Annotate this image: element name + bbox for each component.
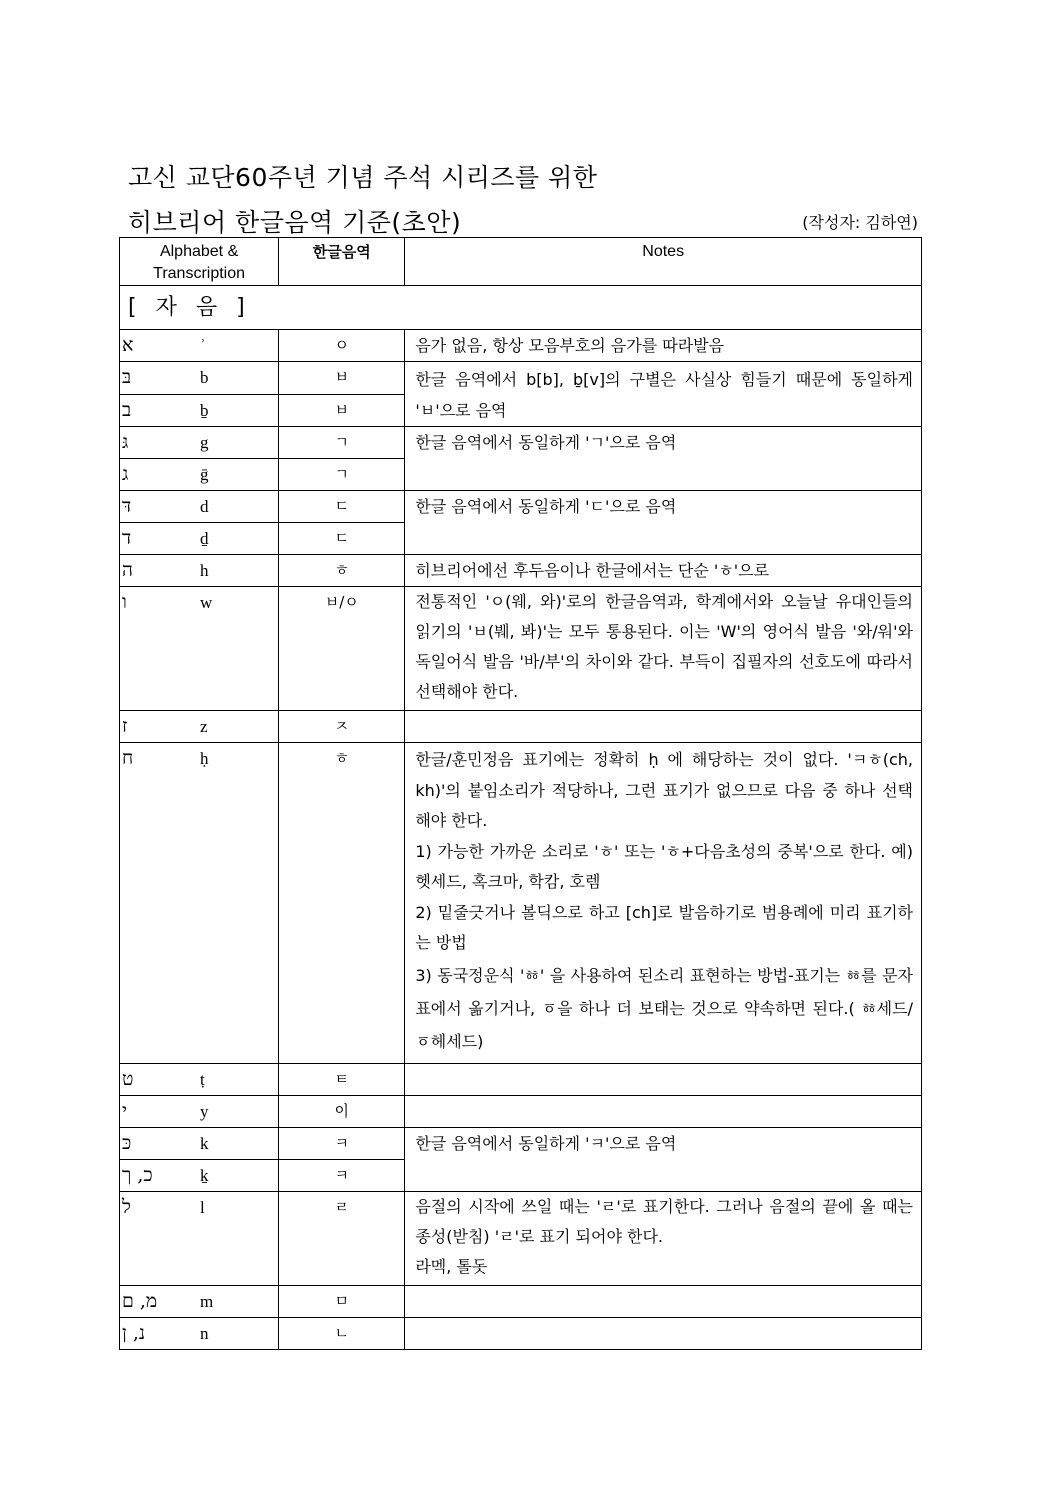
transcription: ḇ — [200, 400, 209, 420]
korean-transliteration: ㄹ — [279, 1192, 405, 1286]
table-row — [120, 711, 922, 743]
table-row — [120, 427, 922, 459]
header-korean: 한글음역 — [279, 238, 405, 286]
table-row — [120, 1192, 922, 1286]
korean-transliteration: ㅇ — [279, 330, 405, 362]
hebrew-letter: כּ — [122, 1132, 132, 1154]
transcription: ḡ — [200, 465, 209, 484]
transcription: z — [200, 717, 208, 736]
hebrew-letter: בּ — [122, 366, 132, 388]
table-row — [120, 330, 922, 362]
transcription: l — [200, 1198, 205, 1217]
page-title-line2: 히브리어 한글음역 기준(초안) — [128, 208, 462, 237]
note — [405, 1286, 922, 1318]
hebrew-letter: דּ — [122, 495, 132, 517]
hebrew-letter: א — [122, 334, 134, 356]
table-row — [120, 555, 922, 587]
page-title-line1: 고신 교단60주년 기념 주석 시리즈를 위한 — [128, 163, 598, 192]
korean-transliteration: ㅂ — [279, 394, 405, 427]
note-paragraph: 2) 밑줄긋거나 볼딕으로 하고 [ch]로 발음하기로 범용례에 미리 표기하는 방법 — [415, 902, 913, 952]
korean-transliteration: ㅈ — [279, 711, 405, 743]
transcription: y — [200, 1102, 209, 1121]
hebrew-letter: ה — [122, 559, 133, 581]
table-row — [120, 362, 922, 395]
table-header-row — [120, 238, 922, 286]
hebrew-letter: ט — [122, 1068, 134, 1090]
hebrew-letter: מ, ם — [122, 1290, 158, 1312]
section-row — [120, 286, 922, 330]
korean-transliteration: ㄷ — [279, 491, 405, 523]
transcription: m — [200, 1292, 214, 1311]
transcription: ṭ — [200, 1070, 205, 1089]
table-row — [120, 587, 922, 711]
korean-transliteration: ㅎ — [279, 555, 405, 587]
note: 한글 음역에서 b[b], ḇ[v]의 구별은 사실상 힘들기 때문에 동일하게 'ㅂ'으로 음역 — [405, 362, 922, 427]
note — [405, 743, 922, 1064]
transcription: ḵ — [200, 1166, 209, 1185]
korean-transliteration: ㅂ/ㅇ — [279, 587, 405, 711]
korean-transliteration: ㄱ — [279, 427, 405, 459]
hebrew-letter: כ, ך — [122, 1164, 153, 1186]
transcription: ʾ — [200, 336, 206, 355]
transcription: d — [200, 497, 209, 516]
note — [405, 1064, 922, 1096]
note-paragraph: 라멕, 톨돗 — [415, 1257, 488, 1276]
korean-transliteration: ㅂ — [279, 362, 405, 395]
transcription: b — [200, 368, 209, 387]
note-paragraph: 3) 동국정운식 'ㆅ' 을 사용하여 된소리 표현하는 방법-표기는 ㆅ를 문자표에서 옮기거나, ㆆ을 하나 더 보태는 것으로 약속하면 된다.( ㆅ세드/ㆆ헤세드) — [415, 965, 913, 1051]
korean-transliteration: ㅌ — [279, 1064, 405, 1096]
hebrew-letter: ז — [122, 715, 128, 737]
korean-transliteration: ㅎ — [279, 743, 405, 1064]
transcription: ḏ — [200, 529, 209, 548]
transcription: g — [200, 433, 209, 452]
note — [405, 711, 922, 743]
note: 전통적인 'ㅇ(웨, 와)'로의 한글음역과, 학계에서와 오늘날 유대인들의 읽기의 'ㅂ(붸, 봐)'는 모두 통용된다. 이는 'W'의 영어식 발음 '와/워'와 독일어식 발음 '바/부'의 차이와 같다. 부득이 집필자의 선호도에 따라서 선택해야 한다. — [405, 587, 922, 711]
note: 히브리어에선 후두음이나 한글에서는 단순 'ㅎ'으로 — [405, 555, 922, 587]
section-consonants: [ 자 음 ] — [120, 286, 922, 330]
transcription: ḥ — [200, 749, 209, 768]
hebrew-letter: ב — [122, 398, 132, 421]
note — [405, 1096, 922, 1128]
table-row — [120, 1096, 922, 1128]
note: 음가 없음, 항상 모음부호의 음가를 따라발음 — [405, 330, 922, 362]
hebrew-letter: י — [122, 1100, 127, 1122]
korean-transliteration: ㄷ — [279, 523, 405, 555]
transliteration-table — [119, 237, 922, 1350]
header-notes: Notes — [405, 238, 922, 286]
hebrew-letter: ד — [122, 527, 132, 549]
transcription: h — [200, 561, 209, 580]
note: 한글 음역에서 동일하게 'ㄱ'으로 음역 — [405, 427, 922, 491]
table-row — [120, 743, 922, 1064]
note: 한글 음역에서 동일하게 'ㄷ'으로 음역 — [405, 491, 922, 555]
korean-transliteration: ㅁ — [279, 1286, 405, 1318]
transcription: n — [200, 1324, 209, 1343]
note-paragraph: 음절의 시작에 쓰일 때는 'ㄹ'로 표기한다. 그러나 음절의 끝에 올 때는 종성(받침) 'ㄹ'로 표기 되어야 한다. — [415, 1197, 913, 1246]
transcription: k — [200, 1134, 209, 1153]
note — [405, 1192, 922, 1286]
table-row — [120, 1286, 922, 1318]
hebrew-letter: ג — [122, 463, 129, 485]
table-row — [120, 1128, 922, 1160]
header-alphabet: Alphabet & Transcription — [120, 238, 279, 286]
note-paragraph: 한글/훈민정음 표기에는 정확히 ḥ 에 해당하는 것이 없다. 'ㅋㅎ(ch, kh)'의 붙임소리가 적당하나, 그런 표기가 없으므로 다음 중 하나 선택해야 한다. — [415, 750, 913, 830]
hebrew-letter: ח — [122, 747, 134, 769]
korean-transliteration: ㅋ — [279, 1160, 405, 1192]
table-row — [120, 1064, 922, 1096]
hebrew-letter: נ, ן — [122, 1322, 146, 1344]
note-paragraph: 1) 가능한 가까운 소리로 'ㅎ' 또는 'ㅎ+다음초성의 중복'으로 한다. 예) 헷세드, 혹크마, 학캄, 호렘 — [415, 841, 913, 891]
table-row — [120, 491, 922, 523]
korean-transliteration: ㄴ — [279, 1318, 405, 1350]
hebrew-letter: ו — [122, 591, 127, 613]
note — [405, 1318, 922, 1350]
note: 한글 음역에서 동일하게 'ㅋ'으로 음역 — [405, 1128, 922, 1192]
author-label: (작성자: 김하연) — [802, 213, 918, 232]
transcription: w — [200, 593, 213, 612]
hebrew-letter: גּ — [122, 431, 129, 453]
korean-transliteration: ㄱ — [279, 459, 405, 491]
table-row — [120, 1318, 922, 1350]
korean-transliteration: ㅋ — [279, 1128, 405, 1160]
korean-transliteration: 이 — [279, 1096, 405, 1128]
hebrew-letter: ל — [122, 1196, 131, 1218]
